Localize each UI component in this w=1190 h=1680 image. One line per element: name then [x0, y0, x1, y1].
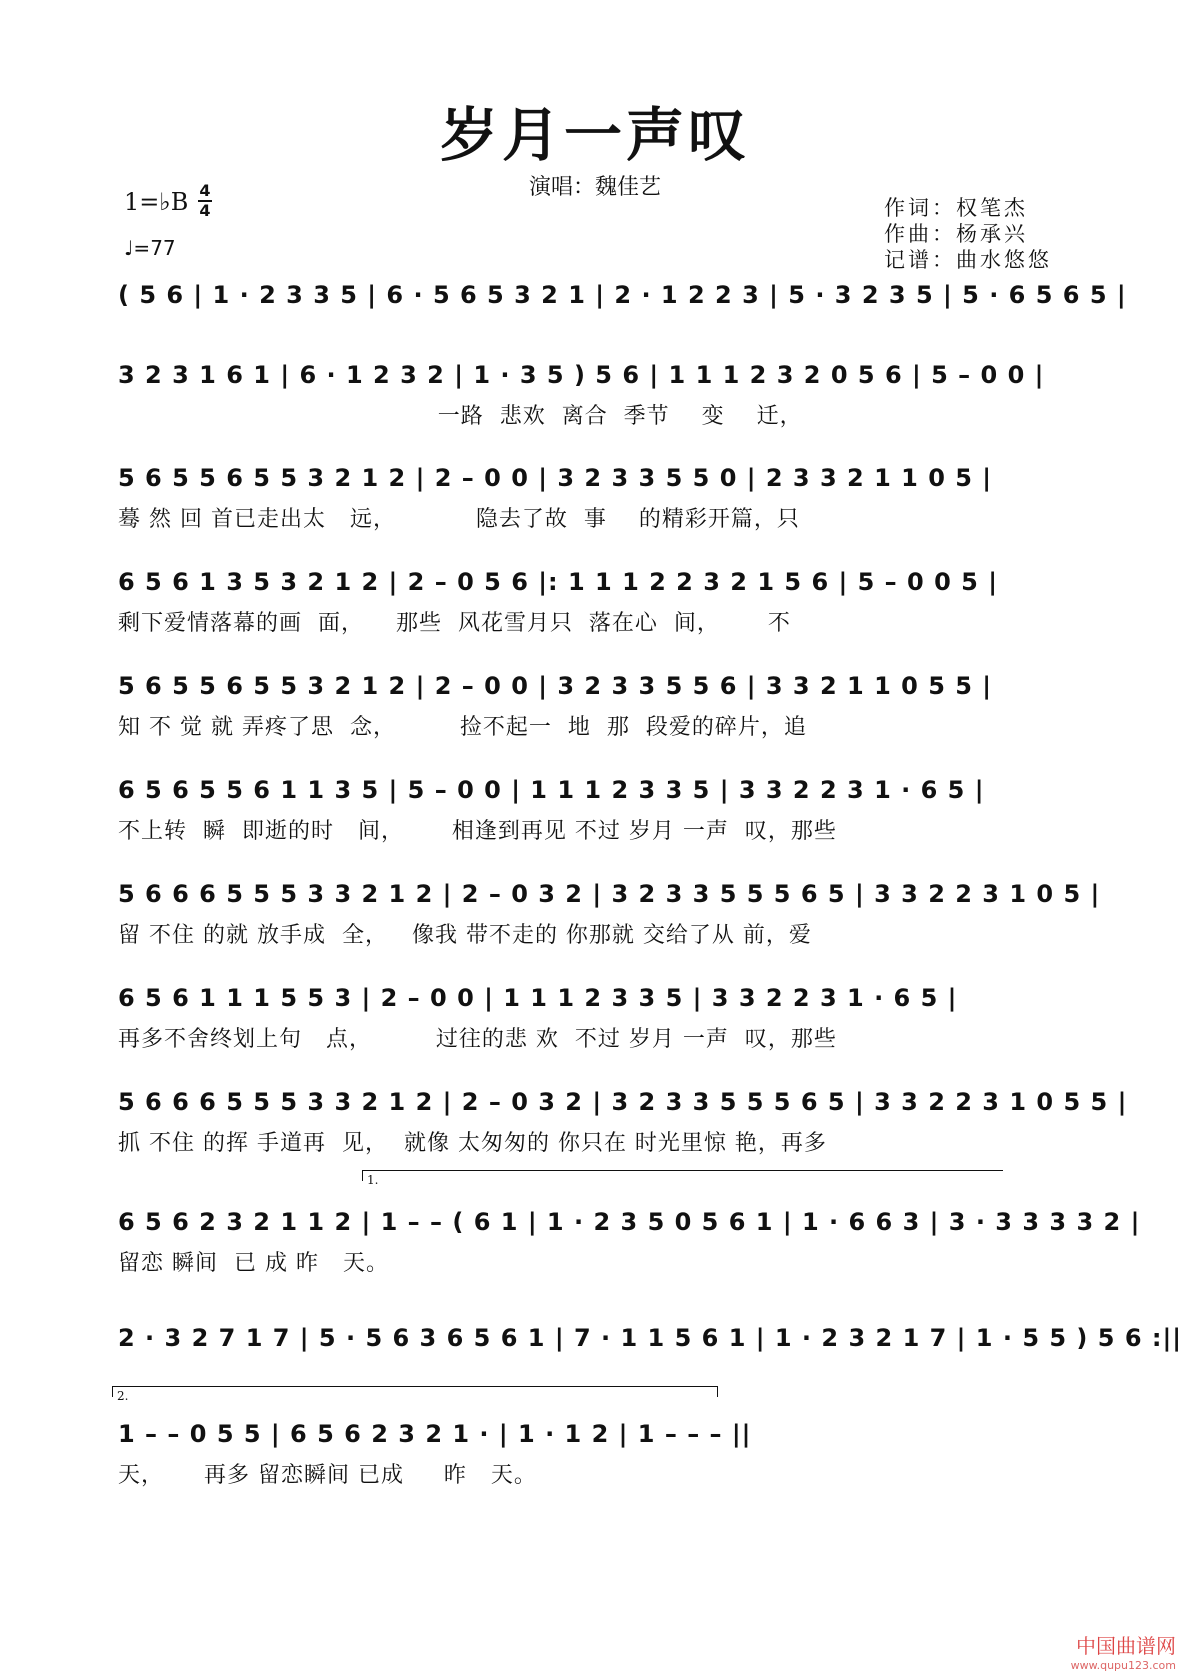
- notation: ( 5 6 | 1 · 2 3 3 5 | 6 · 5 6 5 3 2 1 | 2 · 1 2 2 3 | 5 · 3 2 3 5 | 5 · 6 5 6 5 |: [118, 281, 1127, 309]
- lyrics: 抓 不住 的挥 手道再 见， 就像 太匆匆的 你只在 时光里惊 艳，再多: [118, 1131, 827, 1156]
- key-signature: 1=♭B: [124, 188, 189, 216]
- notation: 5 6 5 5 6 5 5 3 2 1 2 | 2 – 0 0 | 3 2 3 3 5 5 0 | 2 3 3 2 1 1 0 5 |: [118, 464, 993, 492]
- notation: 1 – – 0 5 5 | 6 5 6 2 3 2 1 · | 1 · 1 2 | 1 – – – ||: [118, 1420, 752, 1448]
- notation: 5 6 5 5 6 5 5 3 2 1 2 | 2 – 0 0 | 3 2 3 3 5 5 6 | 3 3 2 1 1 0 5 5 |: [118, 672, 993, 700]
- notation: 3 2 3 1 6 1 | 6 · 1 2 3 2 | 1 · 3 5 ) 5 6 | 1 1 1 2 3 2 0 5 6 | 5 – 0 0 |: [118, 361, 1045, 389]
- watermark-text: 中国曲谱网: [1076, 1634, 1176, 1658]
- watermark-url: www.qupu123.com: [1070, 1659, 1176, 1672]
- notation: 2 · 3 2 7 1 7 | 5 · 5 6 3 6 5 6 1 | 7 · 1 1 5 6 1 | 1 · 2 3 2 1 7 | 1 · 5 5 ) 5 6 :||: [118, 1324, 1182, 1352]
- notation: 6 5 6 1 3 5 3 2 1 2 | 2 – 0 5 6 |: 1 1 1 2 2 3 2 1 5 6 | 5 – 0 0 5 |: [118, 568, 998, 596]
- singer: 演唱：魏佳艺: [528, 175, 661, 200]
- lyrics: 一路 悲欢 离合 季节 变 迁，: [118, 404, 803, 429]
- time-signature-top: 4: [199, 181, 211, 200]
- notation: 5 6 6 6 5 5 5 3 3 2 1 2 | 2 – 0 3 2 | 3 2 3 3 5 5 5 6 5 | 3 3 2 2 3 1 0 5 5 |: [118, 1088, 1128, 1116]
- notation: 6 5 6 5 5 6 1 1 3 5 | 5 – 0 0 | 1 1 1 2 3 3 5 | 3 3 2 2 3 1 · 6 5 |: [118, 776, 985, 804]
- volta-first: [362, 1170, 1003, 1187]
- volta-second: [112, 1386, 718, 1403]
- lyrics: 蓦 然 回 首已走出太 远， 隐去了故 事 的精彩开篇，只: [118, 507, 800, 532]
- volta-first-label: 1.: [367, 1173, 379, 1187]
- notation: 5 6 6 6 5 5 5 3 3 2 1 2 | 2 – 0 3 2 | 3 2 3 3 5 5 5 6 5 | 3 3 2 2 3 1 0 5 |: [118, 880, 1101, 908]
- lyrics: 不上转 瞬 即逝的时 间， 相逢到再见 不过 岁月 一声 叹，那些: [118, 819, 837, 844]
- transcriber: 记谱：曲水悠悠: [884, 248, 1052, 272]
- volta-second-label: 2.: [117, 1389, 129, 1403]
- time-signature-bottom: 4: [199, 201, 211, 220]
- song-title: 岁月一声叹: [439, 101, 750, 169]
- lyricist: 作词：权笔杰: [884, 196, 1028, 220]
- tempo-mark: ♩=77: [124, 236, 176, 260]
- time-signature: [198, 183, 212, 219]
- lyrics: 剩下爱情落幕的画 面， 那些 风花雪月只 落在心 间， 不: [118, 611, 791, 636]
- lyrics: 留 不住 的就 放手成 全， 像我 带不走的 你那就 交给了从 前，爱: [118, 923, 812, 948]
- watermark-logo: [1071, 1630, 1176, 1672]
- lyrics: 再多不舍终划上句 点， 过往的悲 欢 不过 岁月 一声 叹，那些: [118, 1027, 837, 1052]
- credits: [884, 195, 1052, 273]
- notation: 6 5 6 2 3 2 1 1 2 | 1 – – ( 6 1 | 1 · 2 3 5 0 5 6 1 | 1 · 6 6 3 | 3 · 3 3 3 3 2 |: [118, 1208, 1141, 1236]
- lyrics: 留恋 瞬间 已 成 昨 天。: [118, 1251, 389, 1276]
- lyrics: 知 不 觉 就 弄疼了思 念， 捡不起一 地 那 段爱的碎片，追: [118, 715, 807, 740]
- composer: 作曲：杨承兴: [884, 222, 1028, 246]
- lyrics: 天， 再多 留恋瞬间 已成 昨 天。: [118, 1463, 537, 1488]
- notation: 6 5 6 1 1 1 5 5 3 | 2 – 0 0 | 1 1 1 2 3 3 5 | 3 3 2 2 3 1 · 6 5 |: [118, 984, 958, 1012]
